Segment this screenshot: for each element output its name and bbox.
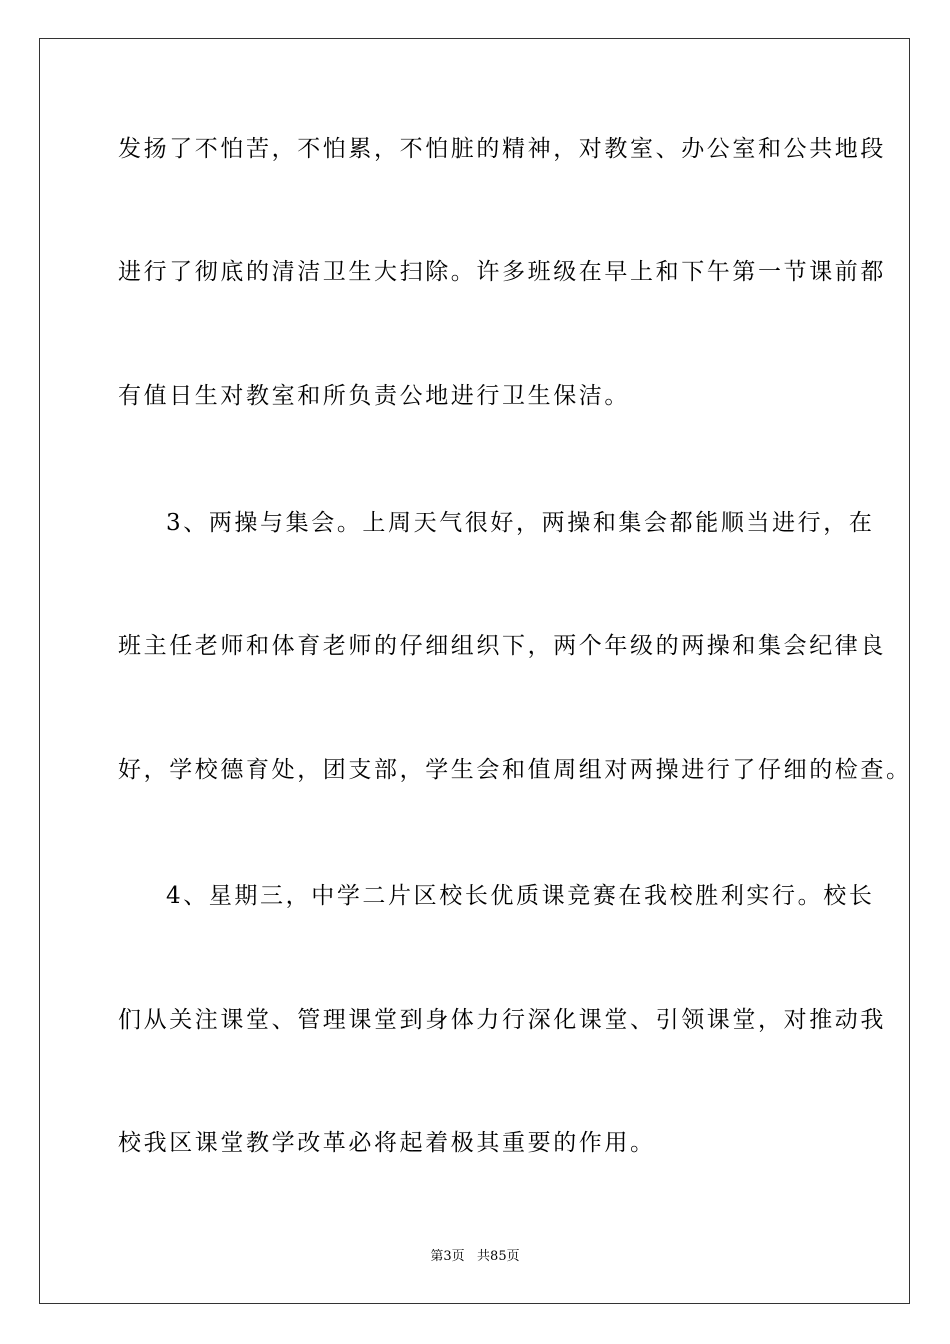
paragraph-line: 4、星期三，中学二片区校长优质课竞赛在我校胜利实行。校长	[166, 883, 875, 909]
paragraph-line: 有值日生对教室和所负责公地进行卫生保洁。	[118, 383, 630, 409]
paragraph-line: 们从关注课堂、管理课堂到身体力行深化课堂、引领课堂，对推动我	[118, 1007, 886, 1033]
page-border	[39, 38, 910, 1304]
paragraph-line: 发扬了不怕苦，不怕累，不怕脏的精神，对教室、办公室和公共地段	[118, 136, 886, 162]
page-number-footer: 第3页 共85页	[430, 1249, 520, 1264]
paragraph-line: 3、两操与集会。上周天气很好，两操和集会都能顺当进行，在	[166, 510, 875, 536]
paragraph-line: 校我区课堂教学改革必将起着极其重要的作用。	[118, 1130, 656, 1156]
paragraph-line: 班主任老师和体育老师的仔细组织下，两个年级的两操和集会纪律良	[118, 633, 886, 659]
paragraph-line: 进行了彻底的清洁卫生大扫除。许多班级在早上和下午第一节课前都	[118, 259, 886, 285]
paragraph-line: 好，学校德育处，团支部，学生会和值周组对两操进行了仔细的检查。	[118, 757, 912, 783]
